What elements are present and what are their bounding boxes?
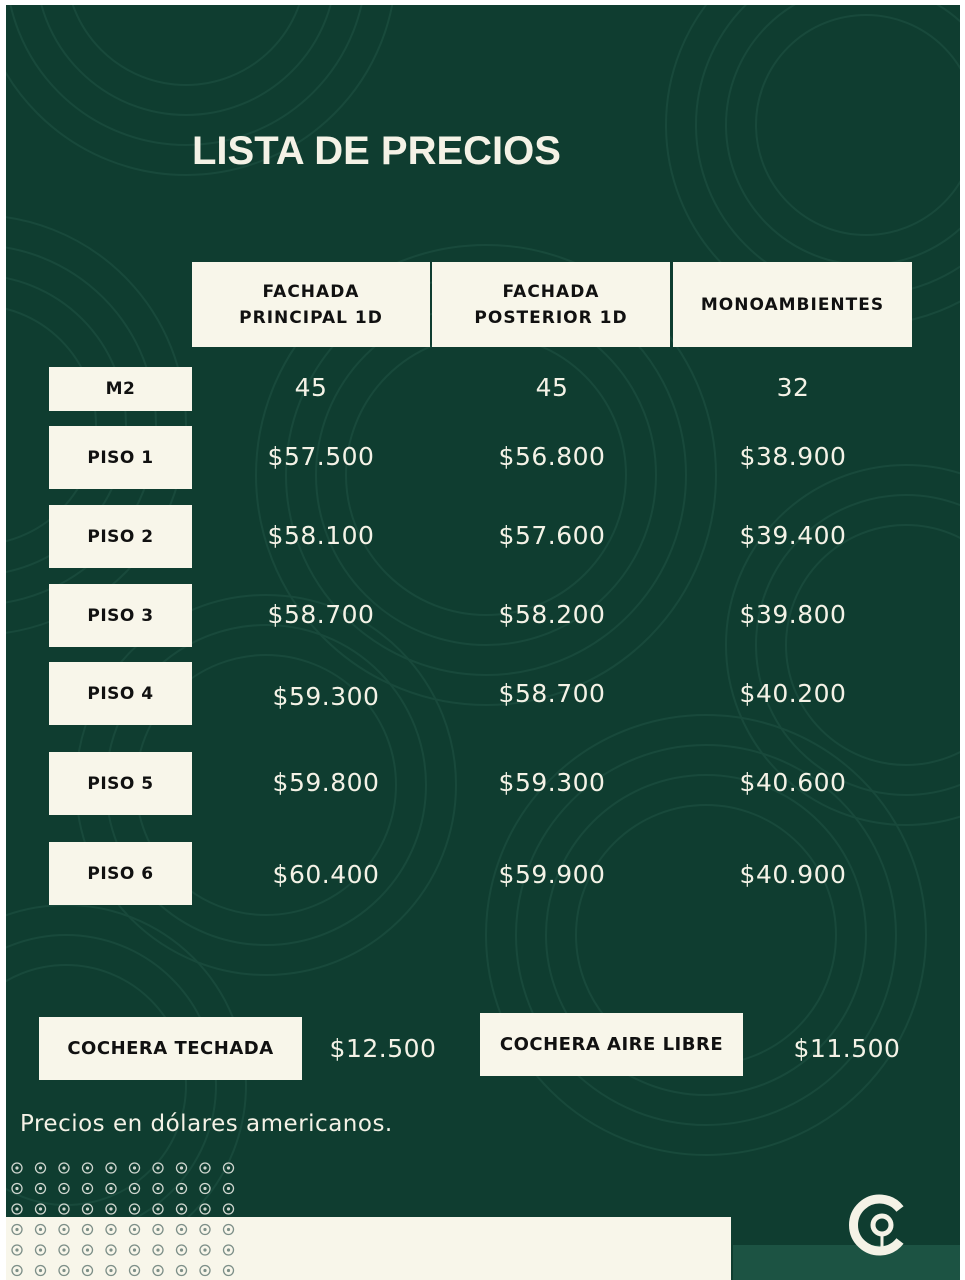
decor-dot-center — [203, 1248, 206, 1251]
price-cell: $40.900 — [739, 860, 847, 889]
decor-dot-center — [62, 1207, 65, 1210]
decor-dot-center — [109, 1228, 112, 1231]
cochera-aire-libre-label: COCHERA AIRE LIBRE — [480, 1013, 743, 1076]
price-cell: $38.900 — [739, 442, 847, 471]
price-cell: $40.200 — [739, 679, 847, 708]
decor-dot-center — [180, 1187, 183, 1190]
decor-dot-center — [227, 1269, 230, 1272]
column-header-fachada-posterior — [432, 262, 670, 347]
decor-dot-center — [86, 1228, 89, 1231]
column-header-line: FACHADA — [262, 281, 360, 302]
price-cell: $39.400 — [739, 521, 847, 550]
row-label-piso-1: PISO 1 — [49, 426, 192, 489]
decor-dot-center — [39, 1248, 42, 1251]
price-cell: $58.200 — [498, 600, 606, 629]
decor-dot-center — [227, 1228, 230, 1231]
decor-dot-center — [15, 1207, 18, 1210]
row-label-piso-5: PISO 5 — [49, 752, 192, 815]
decor-dot-center — [156, 1166, 159, 1169]
decor-dot-center — [180, 1166, 183, 1169]
price-list-page — [6, 5, 960, 1280]
price-cell: $40.600 — [739, 768, 847, 797]
decor-dot-center — [62, 1269, 65, 1272]
cochera-techada-label: COCHERA TECHADA — [39, 1017, 302, 1080]
decor-dot-center — [39, 1269, 42, 1272]
decor-dot-center — [15, 1269, 18, 1272]
decor-dot-center — [109, 1207, 112, 1210]
decor-dot-center — [227, 1207, 230, 1210]
decor-dot-center — [180, 1269, 183, 1272]
decor-dot-center — [62, 1248, 65, 1251]
decor-dot-center — [109, 1187, 112, 1190]
decor-dot-center — [62, 1228, 65, 1231]
column-header-line: MONOAMBIENTES — [700, 294, 885, 315]
brand-logo-icon — [842, 1185, 922, 1265]
m2-value: 45 — [294, 373, 328, 402]
decor-dot-center — [203, 1269, 206, 1272]
decor-dot-center — [86, 1166, 89, 1169]
decor-dot-center — [180, 1248, 183, 1251]
column-header-line: PRINCIPAL 1D — [239, 307, 383, 328]
row-label-piso-3: PISO 3 — [49, 584, 192, 647]
decor-dot-center — [203, 1228, 206, 1231]
price-cell: $39.800 — [739, 600, 847, 629]
currency-note: Precios en dólares americanos. — [20, 1111, 393, 1137]
price-cell: $56.800 — [498, 442, 606, 471]
cochera-techada-price: $12.500 — [329, 1034, 437, 1063]
decor-dot-center — [109, 1248, 112, 1251]
decor-dot-center — [227, 1248, 230, 1251]
price-cell: $60.400 — [272, 860, 380, 889]
row-label-m2: M2 — [49, 367, 192, 411]
price-cell: $59.800 — [272, 768, 380, 797]
decor-dot-center — [227, 1187, 230, 1190]
decor-dot-center — [39, 1207, 42, 1210]
decor-dot-center — [39, 1228, 42, 1231]
price-cell: $59.300 — [272, 682, 380, 711]
page-title: LISTA DE PRECIOS — [192, 129, 561, 173]
price-cell: $59.900 — [498, 860, 606, 889]
decor-dot-center — [109, 1269, 112, 1272]
decor-dot-center — [133, 1187, 136, 1190]
decor-dot-center — [203, 1166, 206, 1169]
decor-dot-center — [156, 1248, 159, 1251]
decor-dot-center — [133, 1248, 136, 1251]
decor-dot-center — [15, 1228, 18, 1231]
m2-value: 32 — [776, 373, 810, 402]
decor-dot-center — [133, 1269, 136, 1272]
price-cell: $58.100 — [267, 521, 375, 550]
decor-dot-center — [133, 1166, 136, 1169]
decor-dot-center — [133, 1207, 136, 1210]
decor-dot-center — [62, 1166, 65, 1169]
decor-dot-center — [180, 1228, 183, 1231]
decor-dot-center — [15, 1187, 18, 1190]
decor-dot-center — [203, 1207, 206, 1210]
decor-dot-center — [156, 1228, 159, 1231]
dot-grid-decoration — [6, 1155, 246, 1280]
row-label-piso-2: PISO 2 — [49, 505, 192, 568]
decor-dot-center — [156, 1269, 159, 1272]
column-header-fachada-principal — [192, 262, 430, 347]
decor-dot-center — [39, 1187, 42, 1190]
price-cell: $59.300 — [498, 768, 606, 797]
decor-dot-center — [203, 1187, 206, 1190]
price-cell: $58.700 — [498, 679, 606, 708]
decor-dot-center — [180, 1207, 183, 1210]
decor-dot-center — [86, 1248, 89, 1251]
price-cell: $57.600 — [498, 521, 606, 550]
row-label-piso-6: PISO 6 — [49, 842, 192, 905]
cochera-aire-libre-price: $11.500 — [793, 1034, 901, 1063]
decor-dot-center — [15, 1166, 18, 1169]
row-label-piso-4: PISO 4 — [49, 662, 192, 725]
decor-dot-center — [62, 1187, 65, 1190]
decor-dot-center — [156, 1187, 159, 1190]
price-cell: $58.700 — [267, 600, 375, 629]
decor-dot-center — [39, 1166, 42, 1169]
decor-dot-center — [86, 1207, 89, 1210]
column-header-line: FACHADA — [502, 281, 600, 302]
decor-dot-center — [15, 1248, 18, 1251]
m2-value: 45 — [535, 373, 569, 402]
price-cell: $57.500 — [267, 442, 375, 471]
decor-dot-center — [133, 1228, 136, 1231]
column-header-monoambientes — [673, 262, 912, 347]
decor-dot-center — [109, 1166, 112, 1169]
decor-dot-center — [86, 1269, 89, 1272]
column-header-line: POSTERIOR 1D — [474, 307, 628, 328]
decor-dot-center — [227, 1166, 230, 1169]
decor-dot-center — [156, 1207, 159, 1210]
decor-dot-center — [86, 1187, 89, 1190]
